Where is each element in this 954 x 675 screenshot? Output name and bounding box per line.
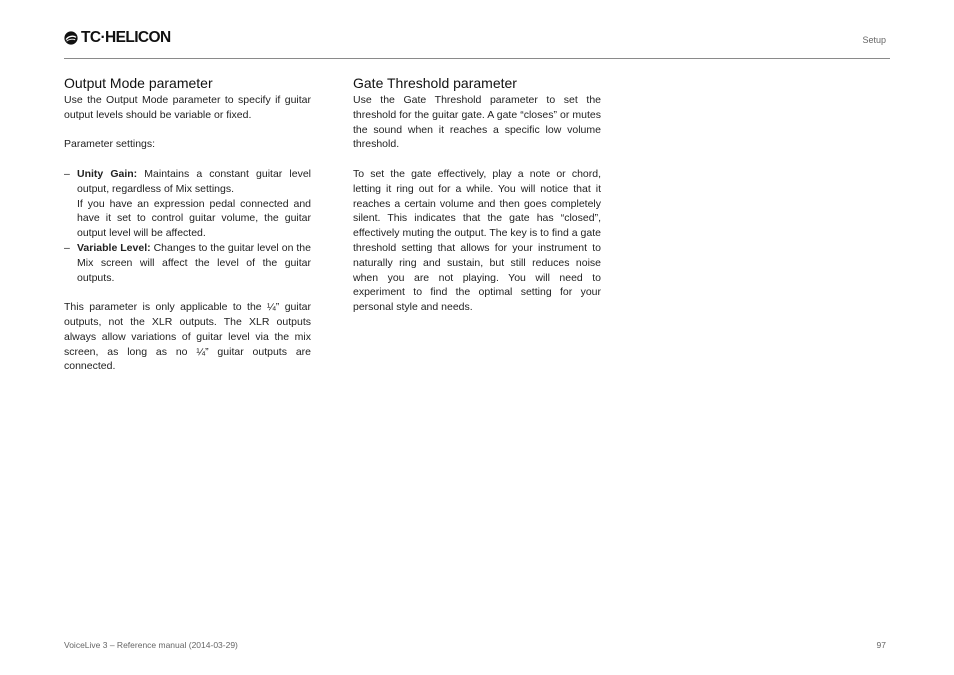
logo-mark-icon (64, 31, 78, 45)
unity-gain-description (77, 167, 311, 197)
header-divider (64, 58, 890, 59)
output-mode-intro: Use the Output Mode parameter to specify if guitar output levels should be variable or fixed. (64, 94, 311, 121)
list-item-variable-level (64, 241, 311, 285)
parameter-settings-label: Parameter settings: (64, 138, 156, 151)
variable-level-term: Variable Level: (77, 241, 151, 254)
output-mode-heading: Output Mode parameter (64, 75, 213, 91)
tc-helicon-logo (64, 30, 171, 46)
unity-gain-extra: If you have an expression pedal connected and have it set to control guitar volume, the guitar output level will be affected. (77, 197, 311, 240)
list-item-unity-gain (64, 167, 311, 241)
output-mode-note: This parameter is only applicable to the ¼” guitar outputs, not the XLR outputs. The XLR outputs always allow variations of guitar level via the mix screen, as long as no ¼” guitar outputs are connected. (64, 301, 311, 373)
gate-threshold-intro: Use the Gate Threshold parameter to set the threshold for the guitar gate. A gate “closes” or mutes the sound when it reaches a specific low volume threshold. (353, 94, 601, 151)
variable-level-description (77, 241, 311, 285)
logo-text: TC·HELICON (81, 29, 171, 46)
footer-manual-title: VoiceLive 3 – Reference manual (2014-03-29) (64, 640, 238, 650)
gate-threshold-heading: Gate Threshold parameter (353, 75, 517, 91)
right-column (353, 75, 601, 315)
left-column (64, 75, 311, 374)
bullet-dash: – (64, 167, 70, 180)
gate-threshold-instructions: To set the gate effectively, play a note or chord, letting it ring out for a while. You will notice that it reaches a certain volume and then goes completely silent. This indicates that the gate has “closed”, effectively muting the output. The key is to find a gate threshold setting that allows for your instrument to naturally ring and sustain, but still reduces noise when you are not playing. You will need to experiment to find the optimal setting for your personal style and needs. (353, 167, 601, 314)
settings-list (64, 167, 311, 285)
unity-gain-term: Unity Gain: (77, 167, 138, 180)
unity-gain-text: Maintains a constant guitar level output, regardless of Mix settings. (77, 167, 311, 195)
section-label: Setup (862, 35, 886, 45)
bullet-dash: – (64, 241, 70, 254)
variable-level-text: Changes to the guitar level on the Mix screen will affect the level of the guitar outputs. (77, 241, 311, 284)
footer-page-number: 97 (876, 640, 886, 650)
page-header (64, 29, 890, 59)
